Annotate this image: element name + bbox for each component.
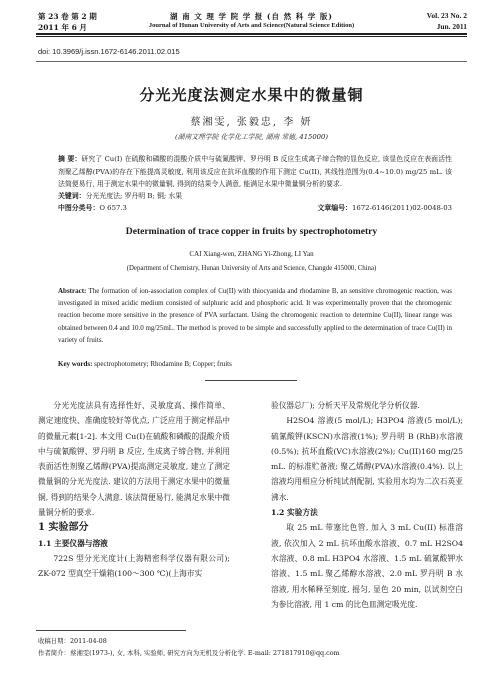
paper-title-cn: 分光光度法测定水果中的微量铜 [139, 86, 364, 104]
affiliation-en: (Department of Chemistry, Hunan University of Arts and Science, Changde 415000, China) [126, 265, 377, 272]
abstract-cn-label: 摘 要： [58, 155, 82, 163]
classification-row [58, 202, 452, 212]
header-date-en: Jun. 2011 [436, 22, 467, 31]
footnote-author: 作者简介：蔡湘雯(1973-), 女, 本科, 实验师, 研究方向为无机及分析化学. E-mail: 271817910@qq.com [38, 649, 340, 657]
article-no-value: 1672-6146(2011)02-0048-03 [351, 204, 452, 212]
authors-cn: 蔡湘雯, 张毅忠, 李 妍 [190, 117, 313, 128]
abstract-en-label: Abstract: [58, 287, 87, 295]
abstract-en [58, 285, 452, 346]
authors-en: CAI Xiang-wen, ZHANG Yi-Zhong, LI Yan [189, 250, 314, 258]
method-paragraph: 取 25 mL 带塞比色管, 加入 3 mL Cu(II) 标准溶液, 依次加入 2 mL 抗坏血酸水溶液、0.7 mL H2SO4 水溶液、0.8 mL H3PO4 水溶液、1.5 mL 硫氰酸钾水溶液、1.5 mL 聚乙烯醇水溶液、2.0 mL 罗丹明 B 水溶液, 用水稀释至刻度, 摇匀, 显色 20 min, 以试剂空白为参比溶液, 用 1 cm 的比色皿测定吸光度. [271, 523, 463, 609]
abstract-en-text: The formation of ion-association complex of Cu(II) with thiocyanida and rhodamine B, an sensitive chromogenic reaction, was investigated in mixed acidic medium consisted of sulphuric acid and phosphoric acid. It was experimentally proven that the chromogenic reaction become more sensitive in the presence of PVA surfactant. Using the chromogenic reaction to determine Cu(II), linear range was obtained between 0.4 and 10.0 mg/25mL. The method is proved to be simple and successfully applied to the determination of trace Cu(II) in variety of fruits. [58, 287, 453, 344]
doi: doi: 10.3969/j.issn.1672-6146.2011.02.015 [38, 47, 180, 56]
instruments-paragraph-cont: 验仪器总厂); 分析天平及常规化学分析仪器. [271, 401, 420, 410]
section-heading-experimental: 1 实验部分 [38, 522, 89, 534]
footnote-rule [36, 630, 186, 631]
section-separator [205, 380, 297, 381]
header-rule-thick [36, 33, 467, 35]
keywords-cn [58, 190, 452, 203]
keywords-cn-label: 关键词： [58, 192, 86, 200]
footnote-received: 收稿日期：2011-04-08 [38, 637, 107, 645]
keywords-cn-text: 分光光度法; 罗丹明 B; 铜; 水果 [85, 192, 183, 200]
header-rule-thin [36, 36, 467, 37]
body-column-right [271, 398, 463, 612]
keywords-en-text: spectrophotometry; Rhodamine B; Copper; fruits [94, 360, 232, 368]
clc-value: O 657.3 [99, 204, 127, 212]
keywords-en [58, 358, 452, 370]
abstract-cn-text: 研究了 Cu(I) 在硫酸和磷酸的混酸介质中与硫氰酸钾、罗丹明 B 反应生成离子缔合物的显色反应, 该显色反应在表面活性剂聚乙烯醇(PVA)的存在下能提高灵敏度, 利用该反应在抗坏血酸的作用下测定 Cu(II), 其线性范围为(0.4~10.0) mg/25 mL. 该法简便易行, 用于测定水果中的微量铜, 得到的结果令人满意, 能满足水果中微量铜分析的要求. [58, 155, 452, 188]
clc-label: 中图分类号： [58, 204, 100, 212]
header-volume-en: Vol. 23 No. 2 [426, 11, 467, 20]
intro-paragraph: 分光光度法具有选择性好、灵敏度高、操作简单、测定速度快、准确度较好等优点, 广泛应用于测定样品中的微量元素[1-2]. 本文用 Cu(I)在硫酸和磷酸的混酸介质中与硫氰酸钾、罗丹明 B 反应, 生成离子缔合物, 并利用表面活性剂聚乙烯醇(PVA)提高测定灵敏度, 建立了测定微量铜的分光光度法. 建议的方法用于测定水果中的微量铜, 得到的结果令人满意. 该法简便易行, 能满足水果中微量铜分析的要求. [38, 401, 230, 518]
header-date-cn: 2011 年 6 月 [38, 23, 87, 32]
subsection-heading-instruments: 1.1 主要仪器与溶液 [38, 538, 108, 548]
subsection-heading-method: 1.2 实验方法 [271, 508, 318, 518]
journal-name-en: Journal of Hunan University of Arts and Science(Natural Science Edition) [148, 22, 355, 29]
paper-title-en: Determination of trace copper in fruits by spectrophotometry [125, 226, 378, 237]
affiliation-cn: (湖南文理学院 化学化工学院, 湖南 常德, 415000) [175, 133, 328, 141]
body-column-left [38, 398, 230, 582]
doi-rule [36, 61, 467, 62]
journal-name-cn: 湖 南 文 理 学 院 学 报 (自 然 科 学 版) [170, 12, 333, 21]
abstract-cn [58, 153, 452, 191]
instruments-paragraph: 722S 型分光光度计(上海精密科学仪器有限公司); ZK-072 型真空干燥箱(100～300 ℃)(上海市实 [38, 553, 230, 579]
keywords-en-label: Key words: [58, 360, 93, 368]
header-volume-cn: 第 23 卷 第 2 期 [38, 12, 97, 21]
article-no-label: 文章编号： [317, 204, 352, 212]
reagents-paragraph: H2SO4 溶液(5 mol/L); H3PO4 溶液(5 mol/L); 硫氰酸钾(KSCN)水溶液(1%); 罗丹明 B (RhB)水溶液(0.5%); 抗坏血酸(VC)水溶液(2%); Cu(II)160 mg/25 mL. 的标准贮备液; 聚乙烯醇(PVA)水溶液(0.4%). 以上溶液均用相应分析纯试剂配制, 实验用水均为二次石英亚沸水. [271, 416, 463, 502]
